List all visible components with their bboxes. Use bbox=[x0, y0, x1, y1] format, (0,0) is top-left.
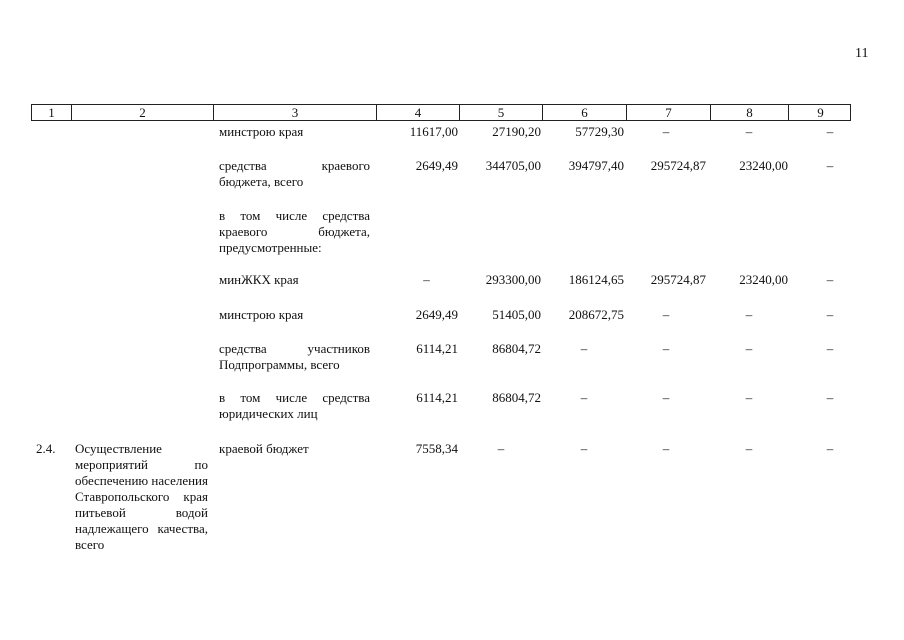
table-cell-col7: 295724,87 bbox=[650, 272, 706, 287]
table-cell-col9: – bbox=[826, 158, 834, 173]
table-cell-col9: – bbox=[826, 341, 834, 356]
table-cell-source: краевой бюджет bbox=[219, 441, 309, 456]
table-cell-col5: 27190,20 bbox=[492, 124, 541, 139]
table-cell-col4: 11617,00 bbox=[409, 124, 458, 139]
header-cell-1: 1 bbox=[32, 105, 72, 120]
table-cell-col8: – bbox=[745, 307, 753, 322]
table-cell-col7: – bbox=[662, 341, 670, 356]
table-cell-source: средства краевого бюджета, всего bbox=[219, 158, 370, 189]
table-cell-col5: 344705,00 bbox=[485, 158, 541, 173]
table-cell-col4: 7558,34 bbox=[415, 441, 458, 456]
header-cell-7: 7 bbox=[627, 105, 711, 120]
table-cell-col7: – bbox=[662, 307, 670, 322]
table-cell-col8: 23240,00 bbox=[739, 158, 788, 173]
table-cell-activity: Осуществление мероприятий по обеспечению населения Ставропольского края питьевой водой надлежащего качества, всего bbox=[75, 441, 208, 552]
table-cell-col5: – bbox=[497, 441, 505, 456]
table-cell-col7: – bbox=[662, 441, 670, 456]
table-cell-source: минстрою края bbox=[219, 124, 304, 139]
table-cell-col4: 2649,49 bbox=[415, 158, 458, 173]
table-cell-col5: 51405,00 bbox=[492, 307, 541, 322]
table-cell-source: в том числе средства юридических лиц bbox=[219, 390, 370, 421]
header-cell-5: 5 bbox=[460, 105, 543, 120]
header-cell-6: 6 bbox=[543, 105, 627, 120]
table-cell-item-number: 2.4. bbox=[36, 441, 56, 456]
table-cell-col8: – bbox=[745, 341, 753, 356]
header-cell-9: 9 bbox=[817, 105, 824, 120]
header-cell-8: 8 bbox=[711, 105, 789, 120]
page-number: 11 bbox=[855, 46, 869, 61]
header-cell-4: 4 bbox=[377, 105, 460, 120]
table-cell-col7: – bbox=[662, 124, 670, 139]
table-cell-col8: – bbox=[745, 441, 753, 456]
table-cell-source: минстрою края bbox=[219, 307, 304, 322]
table-header-row bbox=[31, 104, 851, 121]
table-cell-col9: – bbox=[826, 124, 834, 139]
table-cell-col9: – bbox=[826, 272, 834, 287]
table-cell-col6: 186124,65 bbox=[568, 272, 624, 287]
table-cell-col4: – bbox=[423, 272, 430, 287]
table-cell-col8: – bbox=[745, 124, 753, 139]
table-cell-col6: – bbox=[580, 341, 588, 356]
table-cell-col4: 2649,49 bbox=[415, 307, 458, 322]
table-cell-col7: 295724,87 bbox=[650, 158, 706, 173]
table-cell-col8: – bbox=[745, 390, 753, 405]
table-cell-col9: – bbox=[826, 307, 834, 322]
table-cell-col6: – bbox=[580, 390, 588, 405]
table-cell-col9: – bbox=[826, 441, 834, 456]
table-cell-col4: 6114,21 bbox=[416, 341, 458, 356]
table-cell-col7: – bbox=[662, 390, 670, 405]
table-cell-col6: 208672,75 bbox=[568, 307, 624, 322]
table-cell-source: минЖКХ края bbox=[219, 272, 299, 287]
table-cell-col5: 86804,72 bbox=[492, 390, 541, 405]
table-cell-col6: 57729,30 bbox=[575, 124, 624, 139]
table-cell-col9: – bbox=[826, 390, 834, 405]
table-cell-col5: 86804,72 bbox=[492, 341, 541, 356]
table-cell-source: в том числе средства краевого бюджета, предусмотренные: bbox=[219, 208, 370, 255]
header-cell-2: 2 bbox=[72, 105, 214, 120]
table-cell-col6: – bbox=[580, 441, 588, 456]
table-cell-col4: 6114,21 bbox=[416, 390, 458, 405]
table-cell-source: средства участников Подпрограммы, всего bbox=[219, 341, 370, 372]
header-cell-3: 3 bbox=[214, 105, 377, 120]
table-cell-col5: 293300,00 bbox=[485, 272, 541, 287]
table-cell-col6: 394797,40 bbox=[568, 158, 624, 173]
table-cell-col8: 23240,00 bbox=[739, 272, 788, 287]
